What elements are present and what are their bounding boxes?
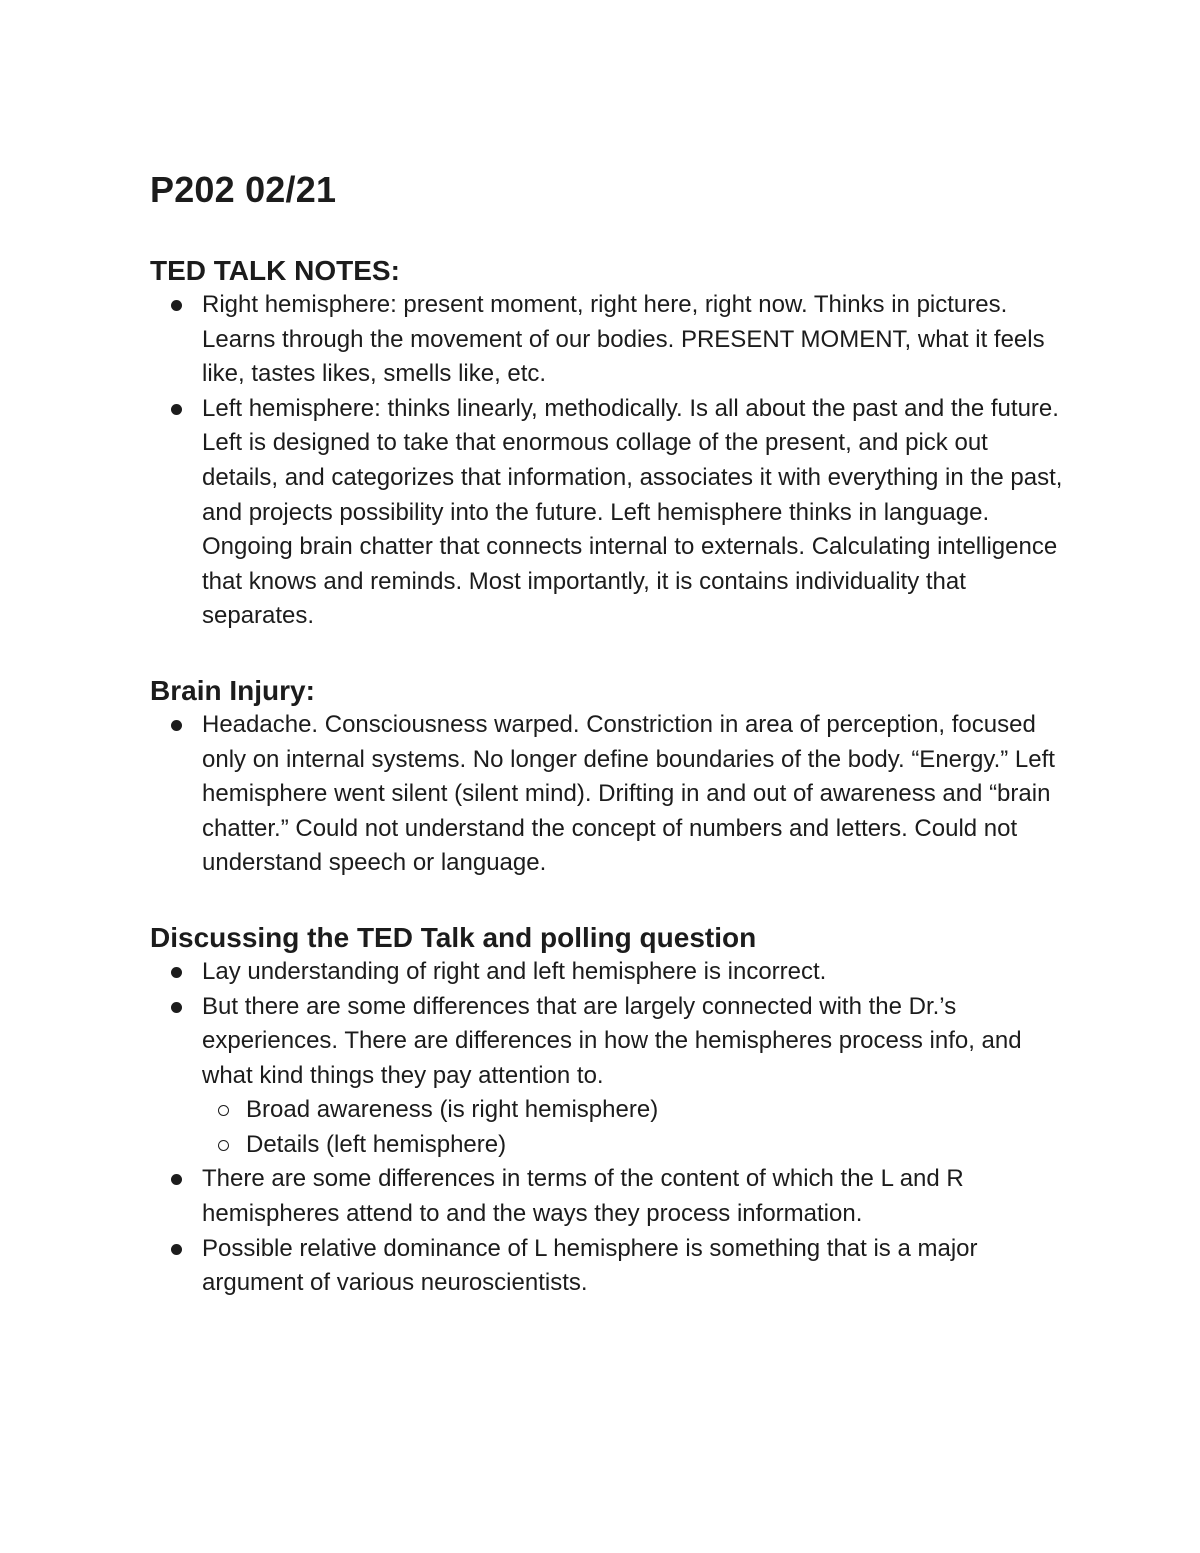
page-title: P202 02/21: [150, 169, 337, 210]
section-heading-discussion: Discussing the TED Talk and polling question: [150, 921, 757, 953]
list-item: Possible relative dominance of L hemisphere is something that is a major argument of various neuroscientists.: [150, 1232, 1070, 1301]
list-item-text: But there are some differences that are largely connected with the Dr.’s experiences. There are differences in how the hemispheres process info, and what kind things they pay attention to.: [202, 992, 1022, 1089]
sub-list-item: Broad awareness (is right hemisphere): [202, 1093, 1070, 1128]
list-item: Right hemisphere: present moment, right here, right now. Thinks in pictures. Learns through the movement of our bodies. PRESENT MOMENT, what it feels like, tastes likes, smells like, etc.: [150, 288, 1070, 392]
section-heading-ted-talk-notes: TED TALK NOTES:: [150, 255, 400, 286]
section-heading-brain-injury: Brain Injury:: [150, 674, 315, 706]
brain-injury-list: [150, 708, 1070, 881]
sub-list-item: Details (left hemisphere): [202, 1128, 1070, 1163]
list-item: Headache. Consciousness warped. Constriction in area of perception, focused only on internal systems. No longer define boundaries of the body. “Energy.” Left hemisphere went silent (silent mind). Drifting in and out of awareness and “brain chatter.” Could not understand the concept of numbers and letters. Could not understand speech or language.: [150, 708, 1070, 881]
list-item: Left hemisphere: thinks linearly, methodically. Is all about the past and the future. Left is designed to take that enormous collage of the present, and pick out details, and categorizes that information, associates it with everything in the past, and projects possibility into the future. Left hemisphere thinks in language. Ongoing brain chatter that connects internal to externals. Calculating intelligence that knows and reminds. Most importantly, it is contains individuality that separates.: [150, 392, 1070, 634]
sub-list: [202, 1093, 1070, 1162]
list-item: [150, 990, 1070, 1163]
discussion-list: [150, 955, 1070, 1301]
list-item: Lay understanding of right and left hemisphere is incorrect.: [150, 955, 1070, 990]
notes-page: [150, 168, 1070, 1301]
list-item: There are some differences in terms of the content of which the L and R hemispheres attend to and the ways they process information.: [150, 1162, 1070, 1231]
ted-talk-notes-list: [150, 288, 1070, 634]
